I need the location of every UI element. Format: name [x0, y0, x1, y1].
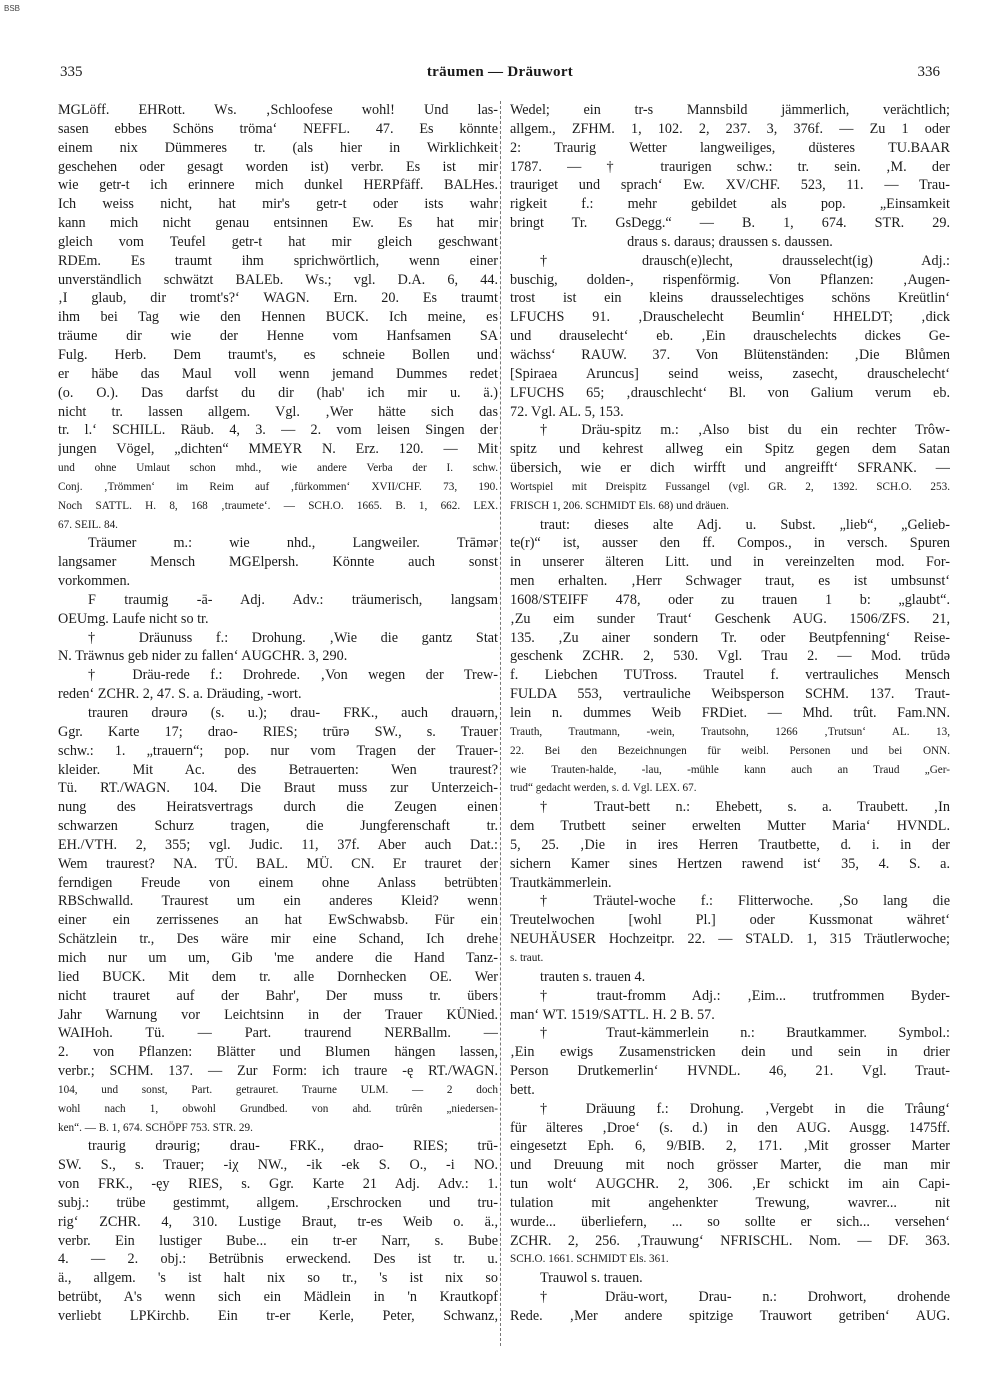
text-line: † Dräu-rede f.: Drohrede. ‚Von wegen der Trew-: [88, 667, 498, 684]
text-line: ZCHR. 2, 256. ‚Trauwung‘ NFRISCHL. Nom. — DF. 363.: [510, 1232, 950, 1249]
text-line: vorkommen.: [58, 573, 131, 590]
text-line: LFUCHS 65; ‚drauschlecht‘ Bl. von Galium verum eb.: [510, 384, 950, 401]
text-line: lied BUCK. Mit dem tr. alle Dornhecken OE. Wer: [58, 968, 498, 985]
running-title: träumen — Dräuwort: [426, 64, 574, 80]
text-line: jungen Vögel, „dichten“ MMEYR N. Erz. 120. — Mit: [58, 441, 498, 458]
text-line: Fulg. Herb. Dem traumt's, es schneie Bollen und: [58, 346, 498, 363]
text-line: sasen ebbes Schöns tröma‘ NEFFL. 47. Es könnte: [58, 120, 498, 137]
text-line: verbr. Ein lustiger Bube... ein tr-er Narr, s. Bube: [58, 1232, 498, 1249]
text-line: und Dreuung mit noch grösser Marter, die man mir: [510, 1157, 950, 1174]
text-line: † Dräunuss f.: Drohung. ‚Wie die gantz Stat: [88, 629, 498, 646]
text-line: tulation mit angehenkter Trewung, wavrer... nit: [510, 1194, 950, 1211]
text-line: man‘ WT. 1519/SATTL. H. 2 B. 57.: [510, 1006, 715, 1023]
text-line: einem nix Dümmeres tr. (als hier in Wirklichkeit: [58, 139, 498, 156]
text-line: 135. ‚Zu ainer sondern Tr. oder Beutpfenning‘ Reise-: [510, 629, 950, 646]
text-line: nicht trauret auf der Bahr', Der muss tr. übers: [58, 987, 498, 1004]
text-line: traut: dieses alte Adj. u. Subst. „lieb“, „Gelieb-: [540, 516, 950, 533]
text-line: † Traut-bett n.: Ehebett, s. a. Traubett. ‚In: [540, 799, 950, 816]
text-line: für älteres ‚Droe‘ (s. d.) in den AUG. Ausgg. 1475ff.: [510, 1119, 950, 1136]
text-line: er häbe das Maul voll wenn jemand Dummes redet: [58, 365, 498, 382]
text-line: RBSchwalld. Traurest um ein anderes Kleid? wenn: [58, 893, 498, 910]
text-line: verliebt LPKirchb. Ein tr-er Kerle, Peter, Schwanz,: [58, 1308, 498, 1324]
right-column: [510, 101, 950, 1346]
text-line: traurig drəurig; drau- FRK., drao- RIES; trū-: [88, 1138, 498, 1155]
text-line: geschenk ZCHR. 2, 530. Vgl. Trau 2. — Mod. trūdə: [510, 648, 950, 665]
column-divider: [500, 101, 501, 1346]
text-line: MGLöff. EHRott. Ws. ‚Schloofese wohl! Und las-: [58, 102, 498, 118]
page-number-right: 336: [917, 64, 940, 80]
text-line: † Träutel-woche f.: Flitterwoche. ‚So lang die: [540, 893, 950, 910]
text-line: und drauselecht‘ eb. ‚Ein drauschelechts dickes Ge-: [510, 328, 950, 345]
page-number-left: 335: [60, 64, 83, 80]
text-line: SCH.O. 1661. SCHMIDT Els. 361.: [510, 1253, 669, 1266]
text-line: buschig, dolden-, rispenförmig. Von Pflanzen: ‚Augen-: [510, 271, 950, 288]
text-line: † Traut-kämmerlein n.: Brautkammer. Symbol.:: [540, 1025, 950, 1042]
text-line: FULDA 553, vertrauliche Weibsperson SCHM. 137. Traut-: [510, 686, 950, 703]
text-line: Jahr Warnung vor Leichtsinn in der Trauer KÜNied.: [58, 1006, 498, 1023]
text-line: Trautkämmerlein.: [510, 874, 612, 891]
text-line: 67. SEIL. 84.: [58, 518, 118, 531]
text-line: Tü. RT./WAGN. 104. Die Braut muss zur Unterzeich-: [58, 780, 498, 797]
left-column: [58, 101, 498, 1346]
text-line: bett.: [510, 1081, 535, 1098]
text-line: lein n. dummes Weib FRDiet. — Mhd. trût. Fam.NN.: [510, 705, 950, 721]
text-line: F traumig -ā- Adj. Adv.: träumerisch, langsam: [88, 591, 498, 608]
text-line: trost ist ein kleins drausselechtiges schöns Kreütlin‘: [510, 290, 950, 307]
text-line: wächss‘ RAUW. 37. Von Blütenständen: ‚Die Blůmen: [510, 346, 950, 363]
text-line: allgem., ZFHM. 1, 102. 2, 237. 3, 376f. — Zu 1 oder: [510, 120, 950, 137]
text-line: wurde... überliefern, ... so sollte er sich... versehen‘: [510, 1213, 950, 1230]
text-line: † Dräu-wort, Drau- n.: Drohwort, drohende: [540, 1289, 950, 1306]
text-line: NEUHÄUSER Hochzeitpr. 22. — STALD. 1, 315 Träutlerwoche;: [510, 931, 950, 948]
text-line: men erhalten. ‚Herr Schwager traut, es ist umbsunst‘: [510, 573, 950, 590]
text-line: 2: Traurig Wetter langweiliges, düsteres TU.BAAR: [510, 139, 950, 156]
page-header: [60, 64, 940, 88]
text-line: reden‘ ZCHR. 2, 47. S. a. Dräuding, -wort.: [58, 686, 302, 703]
text-line: ihm bei Tag wie den Hennen BUCK. Ich meine, es: [58, 309, 498, 326]
text-line: Wedel; ein tr-s Mannsbild jämmerlich, verächtlich;: [510, 102, 950, 118]
text-line: † traut-fromm Adj.: ‚Eim... trutfrommen Byder-: [540, 987, 950, 1004]
text-line: sichern Kamer sines Hertzen rawend ist‘ 35, 4. S. a.: [510, 855, 950, 872]
text-line: kleider. Mit Ac. des Betrauerten: Wen traurest?: [58, 761, 498, 778]
text-line: kann mich nicht genau entsinnen Ew. Es hat mir: [58, 215, 498, 232]
text-line: tr. l.‘ SCHILL. Räub. 4, 3. — 2. vom leisen Singen der: [58, 422, 498, 439]
text-line: wie Trauten-halde, -lau, -mühle kann auch an Traud „Ger-: [510, 763, 950, 776]
text-line: 5, 25. ‚Die in ires Herren Trautbette, d. i. in der: [510, 836, 950, 853]
text-line: unverständlich schwätzt BALEb. Ws.; vgl. D.A. 6, 44.: [58, 271, 498, 288]
text-line: OEUmg. Laufe nicht so tr.: [58, 610, 209, 627]
text-line: träume dir wie der Henne vom Hanfsamen SA: [58, 328, 498, 345]
text-line: ‚Zu eim sunder Traut‘ Geschenk AUG. 1506/ZFS. 21,: [510, 610, 950, 627]
text-line: Ggr. Karte 17; drao- RIES; trūrə SW., s. Trauer: [58, 723, 498, 740]
text-line: trauten s. trauen 4.: [540, 968, 646, 985]
text-line: FRISCH 1, 206. SCHMIDT Els. 68) und dräuen.: [510, 499, 729, 512]
text-line: Träumer m.: wie nhd., Langweiler. Trāmər: [88, 535, 498, 552]
text-line: schw.: 1. „trauern“; pop. nur vom Tragen der Trauer-: [58, 742, 498, 759]
text-line: verbr.; SCHM. 137. — Zur Form: ich traure -ę RT./WAGN.: [58, 1063, 498, 1080]
text-line: (o. O.). Das darfst du dir (hab' ich mir u. ä.): [58, 384, 498, 401]
text-line: Noch SATTL. H. 8, 168 ‚traumete‘. — SCH.O. 1665. B. 1, 662. LEX.: [58, 499, 498, 512]
text-line: ken“. — B. 1, 674. SCHÖPF 753. STR. 29.: [58, 1121, 253, 1134]
text-line: † drausch(e)lecht, drausselecht(ig) Adj.:: [540, 252, 950, 269]
text-line: langsamer Mensch MGElpersh. Könnte auch sonst: [58, 554, 498, 571]
text-line: Wortspiel mit Dreispitz Fussangel (vgl. GR. 2, 1392. SCH.O. 253.: [510, 480, 950, 493]
text-line: und ohne Umlaut schon mhd., wie andere Verba der I. schw.: [58, 462, 498, 475]
text-line: von FRK., -ęy RIES, s. Ggr. Karte 21 Adj. Adv.: 1.: [58, 1176, 498, 1193]
text-line: eingesetzt Eph. 6, 9/BIB. 2, 171. ‚Mit grosser Marter: [510, 1138, 950, 1155]
text-line: mich nur um um, Gib 'me andere die Hand Tanz-: [58, 949, 498, 966]
text-line: 1787. — † traurigen schw.: tr. sein. ‚M. der: [510, 158, 950, 175]
text-line: EH./VTH. 2, 355; vgl. Judic. 11, 37f. Aber auch Dat.:: [58, 836, 498, 853]
text-line: ‚Ein ewigs Zusamenstricken dein und sein in drier: [510, 1044, 950, 1061]
text-line: nicht tr. lassen allgem. Vgl. ‚Wer hätte sich das: [58, 403, 498, 420]
text-line: SW. S., s. Trauer; -iχ NW., -ik -ek S. O., -i NO.: [58, 1157, 498, 1174]
text-line: 4. — 2. obj.: Betrübnis erweckend. Des ist tr. u.: [58, 1251, 498, 1268]
text-line: trauren drəurə (s. u.); drau- FRK., auch drauərn,: [88, 705, 498, 721]
text-line: subj.: trübe gestimmt, allgem. ‚Erschrocken und tru-: [58, 1194, 498, 1211]
text-line: † Dräuung f.: Drohung. ‚Vergebt in die Trâung‘: [540, 1100, 950, 1117]
text-line: Trauwol s. trauen.: [540, 1270, 643, 1287]
text-line: Conj. ‚Trömmen‘ im Reim auf ‚fürkommen‘ XVII/CHF. 73, 190.: [58, 480, 498, 493]
text-line: rig‘ ZCHR. 4, 310. Lustige Braut, tr-es Weib o. ä.,: [58, 1213, 498, 1230]
text-line: † Dräu-spitz m.: ‚Also bist du ein rechter Trôw-: [540, 422, 950, 439]
library-stamp: BSB: [4, 4, 21, 13]
text-line: in unserer älteren Litt. und in vereinzelten mod. For-: [510, 554, 950, 571]
text-line: spitz und kehrest allweg ein Spitz gegen dem Satan: [510, 441, 950, 458]
text-line: dem Trutbett seiner erwelten Mutter Maria‘ HVNDL.: [510, 818, 950, 835]
text-line: draus s. daraus; draussen s. daussen.: [627, 233, 833, 250]
text-line: ferndigen Freude von einem ohne Anlass betrübten: [58, 874, 498, 891]
text-line: Rede. ‚Mer andere spitzige Trauwort getriben‘ AUG.: [510, 1308, 950, 1324]
text-line: 1608/STEIFF 478, oder zu trauen 1 b: „glaubt“.: [510, 591, 950, 608]
text-line: trauriget und sprach‘ Ew. XV/CHF. 523, 11. — Trau-: [510, 177, 950, 194]
text-line: bringt Tr. GsDegg.“ — B. 1, 674. STR. 29.: [510, 215, 950, 232]
text-line: N. Träwnus geb nider zu fallen‘ AUGCHR. 3, 290.: [58, 648, 348, 665]
text-line: schwarzen Schurz tragen, die Jungferenschaft tr.: [58, 818, 498, 835]
text-line: übersich, wie er dich wirfft und angreifft‘ SFRANK. —: [510, 460, 950, 477]
text-line: s. traut.: [510, 951, 544, 964]
text-line: wohl nach 1, obwohl Grundbed. von ahd. trûrên „niedersen-: [58, 1102, 498, 1115]
text-line: geschehen oder gesagt worden ist) verbr. Es ist mir: [58, 158, 498, 175]
text-line: ä., allgem. 's ist halt nix so tr., 's ist nix so: [58, 1270, 498, 1287]
text-line: 104, und sonst, Part. getrauret. Traurne ULM. — 2 doch: [58, 1083, 498, 1096]
text-line: gleich vom Teufel getr-t hat mir gleich geschwant: [58, 233, 498, 250]
text-line: WAIHoh. Tü. — Part. traurend NERBallm. —: [58, 1025, 498, 1042]
text-line: trud“ gedacht werden, s. d. Vgl. LEX. 67.: [510, 782, 697, 795]
text-line: LFUCHS 91. ‚Drauschelecht Beumlin‘ HHELDT; ‚dick: [510, 309, 950, 326]
text-line: Ich weiss nicht, hat mir's getr-t oder ists wahr: [58, 196, 498, 213]
text-line: wie getr-t ich erinnere mich dunkel HERPfäff. BALHes.: [58, 177, 498, 194]
text-line: te(r)“ ist, ausser den ff. Compos., in versch. Spuren: [510, 535, 950, 552]
text-line: Trauth, Trautmann, -wein, Trautsohn, 1266 ‚Trutsun‘ AL. 13,: [510, 725, 950, 738]
text-line: tun wolt‘ AUGCHR. 2, 306. ‚Er schickt im ain Capi-: [510, 1176, 950, 1193]
text-line: 22. Bei den Bezeichnungen für weibl. Personen und bei ONN.: [510, 744, 950, 757]
text-line: einer ein zerrissenes an hat EwSchwabsb. Für ein: [58, 912, 498, 929]
text-line: rigkeit f.: mehr gebildet als pop. „Einsamkeit: [510, 196, 950, 213]
text-line: f. Liebchen TUTross. Trautel f. vertrauliches Mensch: [510, 667, 950, 684]
text-line: 72. Vgl. AL. 5, 153.: [510, 403, 624, 420]
text-line: [Spiraea Aruncus] seind weiss, zasecht, drauschelecht‘: [510, 365, 950, 382]
text-line: Person Drutkemerlin‘ HVNDL. 46, 21. Vgl. Traut-: [510, 1063, 950, 1080]
text-line: Schätzlein tr., Des wäre mir eine Schand, Ich drehe: [58, 931, 498, 948]
text-line: 2. von Pflanzen: Blätter und Blumen hängen lassen,: [58, 1044, 498, 1061]
text-line: RDEm. Es traumt ihm sprichwörtlich, wenn einer: [58, 252, 498, 269]
text-line: betrübt, A's wenn sich ein Mädlein in 'n Krautkopf: [58, 1289, 498, 1306]
text-line: Treutelwochen [wohl Pl.] oder Kussmonat währet‘: [510, 912, 950, 929]
text-line: nung des Heiratsvertrags durch die Zeugen einen: [58, 799, 498, 816]
text-line: Wem traurest? NA. TÜ. BAL. MÜ. CN. Er trauret der: [58, 855, 498, 872]
text-line: ‚I glaub, dir tromt's?‘ WAGN. Ern. 20. Es traumt: [58, 290, 498, 307]
